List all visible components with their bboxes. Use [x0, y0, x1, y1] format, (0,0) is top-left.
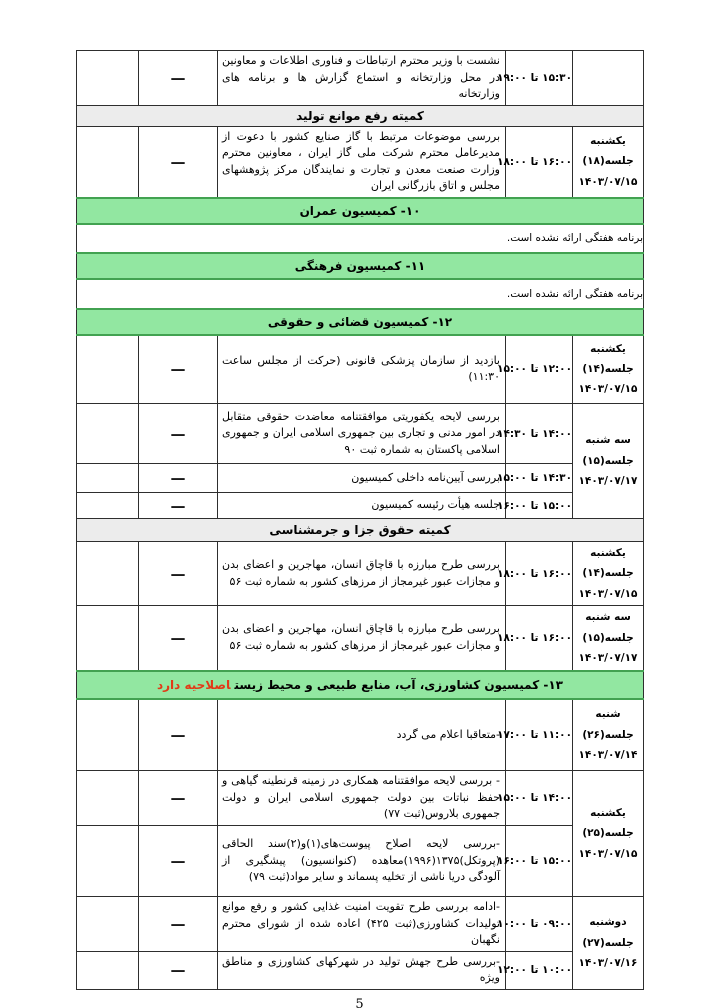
commission-header-cell	[77, 198, 644, 224]
dash-cell	[139, 51, 218, 106]
schedule-row	[77, 51, 644, 106]
agenda-item-text: جلسه هیأت رئیسه کمیسیون	[371, 498, 500, 512]
session-day-cell	[573, 404, 644, 519]
committee-header-cell	[77, 105, 644, 126]
session-number-label: جلسه(۱۵)	[582, 454, 634, 467]
dash-mark: —	[170, 961, 186, 979]
time-cell: ۱۱:۰۰ تا ۱۷:۰۰	[506, 699, 573, 771]
empty-cell	[77, 542, 139, 606]
schedule-row	[77, 542, 644, 606]
session-number-label: جلسه(۱۸)	[582, 155, 634, 168]
agenda-item-cell	[218, 51, 506, 106]
agenda-item-text: بررسی طرح مبارزه با قاچاق انسان، مهاجرین و اعضای بدن و مجازات عبور غیرمجاز از مرزهای کشور به شماره ثبت ۵۶	[222, 558, 500, 588]
agenda-item-text: بازدید از سازمان پزشکی قانونی (حرکت از مجلس ساعت ۱۱:۳۰)	[222, 353, 500, 384]
weekday-label: سه شنبه	[585, 611, 631, 624]
agenda-item-cell	[218, 126, 506, 198]
session-day-cell	[573, 335, 644, 404]
time-cell: ۱۴:۳۰ تا ۱۵:۰۰	[506, 464, 573, 493]
agenda-item-text: - بررسی لایحه موافقتنامه همکاری در زمینه قرنطینه گیاهی و حفظ نباتات بین دولت جمهوری اسلامی ایران و دولت جمهوری بلاروس(ثبت ۷۷)	[222, 774, 500, 821]
dash-mark: —	[170, 789, 186, 807]
agenda-item-cell	[218, 606, 506, 671]
session-number-label: جلسه(۲۷)	[582, 936, 634, 949]
section-header-row	[77, 105, 644, 126]
empty-cell	[77, 335, 139, 404]
time-cell: ۱۵:۰۰ تا ۱۶:۰۰	[506, 493, 573, 519]
agenda-item-text: بررسی آیین‌نامه داخلی کمیسیون	[351, 470, 500, 484]
time-cell: ۱۴:۰۰ تا ۱۵:۰۰	[506, 771, 573, 826]
empty-cell	[77, 404, 139, 464]
time-cell: ۰۹:۰۰ تا ۱۰:۰۰	[506, 897, 573, 952]
dash-cell	[139, 126, 218, 198]
agenda-item-cell	[218, 699, 506, 771]
session-date-label: ۱۴۰۳/۰۷/۱۴	[578, 748, 638, 761]
empty-cell	[77, 126, 139, 198]
schedule-table	[76, 50, 644, 990]
time-cell: ۱۵:۰۰ تا ۱۶:۰۰	[506, 826, 573, 897]
session-date-label: ۱۴۰۳/۰۷/۱۶	[578, 956, 638, 969]
note-row	[77, 279, 644, 309]
session-date-label: ۱۴۰۳/۰۷/۱۵	[578, 175, 638, 188]
schedule-row	[77, 771, 644, 826]
session-day-cell	[573, 542, 644, 606]
weekday-label: یکشنبه	[590, 134, 626, 147]
empty-cell	[77, 951, 139, 989]
commission-header-cell	[77, 253, 644, 279]
empty-cell	[77, 606, 139, 671]
section-title: کمیته حقوق جزا و جرمشناسی	[269, 523, 451, 537]
session-day-cell	[573, 51, 644, 106]
time-cell: ۱۲:۰۰ تا ۱۵:۰۰	[506, 335, 573, 404]
schedule-row	[77, 493, 644, 519]
commission-header-cell	[77, 309, 644, 335]
agenda-item-text: -متعاقبا اعلام می گردد	[396, 727, 500, 741]
session-date-label: ۱۴۰۳/۰۷/۱۵	[578, 847, 638, 860]
section-header-row	[77, 253, 644, 279]
section-header-row	[77, 519, 644, 542]
dash-cell	[139, 606, 218, 671]
dash-cell	[139, 897, 218, 952]
dash-mark: —	[170, 852, 186, 870]
dash-cell	[139, 771, 218, 826]
empty-cell	[77, 493, 139, 519]
empty-cell	[77, 699, 139, 771]
section-title: ۱۱- کمیسیون فرهنگی	[294, 258, 426, 273]
weekday-label: سه شنبه	[585, 434, 631, 447]
agenda-item-cell	[218, 951, 506, 989]
session-date-label: ۱۴۰۳/۰۷/۱۵	[578, 587, 638, 600]
schedule-row	[77, 951, 644, 989]
agenda-item-text: نشست با وزیر محترم ارتباطات و فناوری اطلاعات و معاونین در محل وزارتخانه و استماع گزارش ها و برنامه های وزارتخانه	[222, 54, 500, 100]
agenda-item-cell	[218, 404, 506, 464]
agenda-item-cell	[218, 493, 506, 519]
agenda-item-cell	[218, 771, 506, 826]
section-header-row	[77, 198, 644, 224]
agenda-item-cell	[218, 335, 506, 404]
session-number-label: جلسه(۲۵)	[582, 827, 634, 840]
dash-cell	[139, 699, 218, 771]
session-day-cell	[573, 606, 644, 671]
agenda-item-cell	[218, 826, 506, 897]
empty-cell	[77, 897, 139, 952]
session-day-cell	[573, 126, 644, 198]
schedule-row	[77, 826, 644, 897]
committee-header-cell	[77, 519, 644, 542]
dash-cell	[139, 335, 218, 404]
agenda-item-text: بررسی طرح مبارزه با قاچاق انسان، مهاجرین و اعضای بدن و مجازات عبور غیرمجاز از مرزهای کشور به شماره ثبت ۵۶	[222, 622, 500, 652]
dash-cell	[139, 404, 218, 464]
dash-cell	[139, 826, 218, 897]
session-number-label: جلسه(۱۴)	[582, 363, 634, 376]
time-cell: ۱۶:۰۰ تا ۱۸:۰۰	[506, 542, 573, 606]
empty-cell	[77, 51, 139, 106]
empty-cell	[77, 464, 139, 493]
weekday-label: شنبه	[595, 708, 621, 721]
dash-cell	[139, 493, 218, 519]
empty-cell	[77, 826, 139, 897]
dash-mark: —	[170, 68, 186, 87]
schedule-row	[77, 897, 644, 952]
dash-mark: —	[170, 628, 186, 647]
schedule-row	[77, 335, 644, 404]
agenda-item-cell	[218, 464, 506, 493]
dash-cell	[139, 464, 218, 493]
weekday-label: یکشنبه	[590, 806, 626, 819]
weekday-label: یکشنبه	[590, 342, 626, 355]
schedule-row	[77, 699, 644, 771]
dash-cell	[139, 951, 218, 989]
dash-mark: —	[170, 564, 186, 583]
section-header-row	[77, 671, 644, 699]
section-title: ۱۰- کمیسیون عمران	[299, 203, 421, 218]
weekday-label: یکشنبه	[590, 546, 626, 559]
dash-mark: —	[170, 725, 186, 744]
empty-cell	[77, 771, 139, 826]
session-day-cell	[573, 771, 644, 897]
schedule-row	[77, 464, 644, 493]
agenda-item-text: بررسی لایحه یکفوریتی موافقتنامه معاضدت حقوقی متقابل در امور مدنی و تجاری بین جمهوری اسلامی ایران و جمهوری اسلامی پاکستان به شماره ثبت ۹۰	[222, 409, 500, 456]
weekday-label: دوشنبه	[589, 916, 627, 929]
page-number: 5	[355, 996, 364, 1008]
time-cell: ۱۵:۳۰ تا ۱۹:۰۰	[506, 51, 573, 106]
schedule-row	[77, 404, 644, 464]
time-cell: ۱۶:۰۰ تا ۱۸:۰۰	[506, 606, 573, 671]
section-title: کمیته رفع موانع تولید	[296, 108, 424, 123]
time-cell: ۱۴:۰۰ تا ۱۴:۳۰	[506, 404, 573, 464]
note-row	[77, 224, 644, 253]
dash-cell	[139, 542, 218, 606]
commission-header-cell	[77, 671, 644, 699]
agenda-item-text: -بررسی لایحه اصلاح پیوست‌های(۱)و(۲)سند الحاقی (پروتکل)۱۳۷۵(۱۹۹۶)معاهده (کنوانسیون) پیشگیری از آلودگی دریا ناشی از تخلیه پسماند و سایر مواد(ثبت ۷۹)	[222, 837, 500, 884]
agenda-item-cell	[218, 542, 506, 606]
agenda-item-cell	[218, 897, 506, 952]
no-program-note: برنامه هفتگی ارائه نشده است.	[77, 224, 644, 253]
session-date-label: ۱۴۰۳/۰۷/۱۷	[578, 475, 638, 488]
schedule-table-wrap	[76, 50, 643, 1008]
section-header-row	[77, 309, 644, 335]
schedule-row	[77, 126, 644, 198]
section-title: ۱۳- کمیسیون کشاورزی، آب، منابع طبیعی و محیط زیست	[234, 677, 564, 692]
agenda-item-text: بررسی موضوعات مرتبط با گاز صنایع کشور با دعوت از مدیرعامل محترم شرکت ملی گاز ایران ، معاونین محترم وزارت صنعت معدن و تجارت و نمایندگان مرکز پژوهشهای مجلس و اتاق بازرگانی ایران	[222, 129, 500, 192]
dash-mark: —	[170, 914, 186, 933]
no-program-note: برنامه هفتگی ارائه نشده است.	[77, 279, 644, 309]
dash-mark: —	[170, 152, 186, 171]
session-number-label: جلسه(۲۶)	[582, 728, 634, 741]
schedule-table-body	[77, 51, 644, 990]
session-day-cell	[573, 699, 644, 771]
dash-mark: —	[170, 496, 186, 515]
agenda-item-text: -ادامه بررسی طرح تقویت امنیت غذایی کشور و رفع موانع تولیدات کشاورزی(ثبت ۴۲۵) اعاده شده از شورای محترم نگهبان	[222, 900, 500, 946]
schedule-row	[77, 606, 644, 671]
time-cell: ۱۰:۰۰ تا ۱۲:۰۰	[506, 951, 573, 989]
time-cell: ۱۶:۰۰ تا ۱۸:۰۰	[506, 126, 573, 198]
dash-mark: —	[170, 469, 186, 487]
agenda-item-text: -بررسی طرح جهش تولید در شهرکهای کشاورزی و مناطق ویژه	[222, 954, 500, 984]
session-number-label: جلسه(۱۵)	[582, 631, 634, 644]
section-title: ۱۲- کمیسیون قضائی و حقوقی	[267, 314, 453, 329]
session-number-label: جلسه(۱۴)	[582, 567, 634, 580]
dash-mark: —	[170, 424, 186, 443]
amendment-note: اصلاحیه دارد	[156, 677, 231, 692]
session-day-cell	[573, 897, 644, 990]
dash-mark: —	[170, 360, 186, 379]
session-date-label: ۱۴۰۳/۰۷/۱۷	[578, 651, 638, 664]
session-date-label: ۱۴۰۳/۰۷/۱۵	[578, 383, 638, 396]
